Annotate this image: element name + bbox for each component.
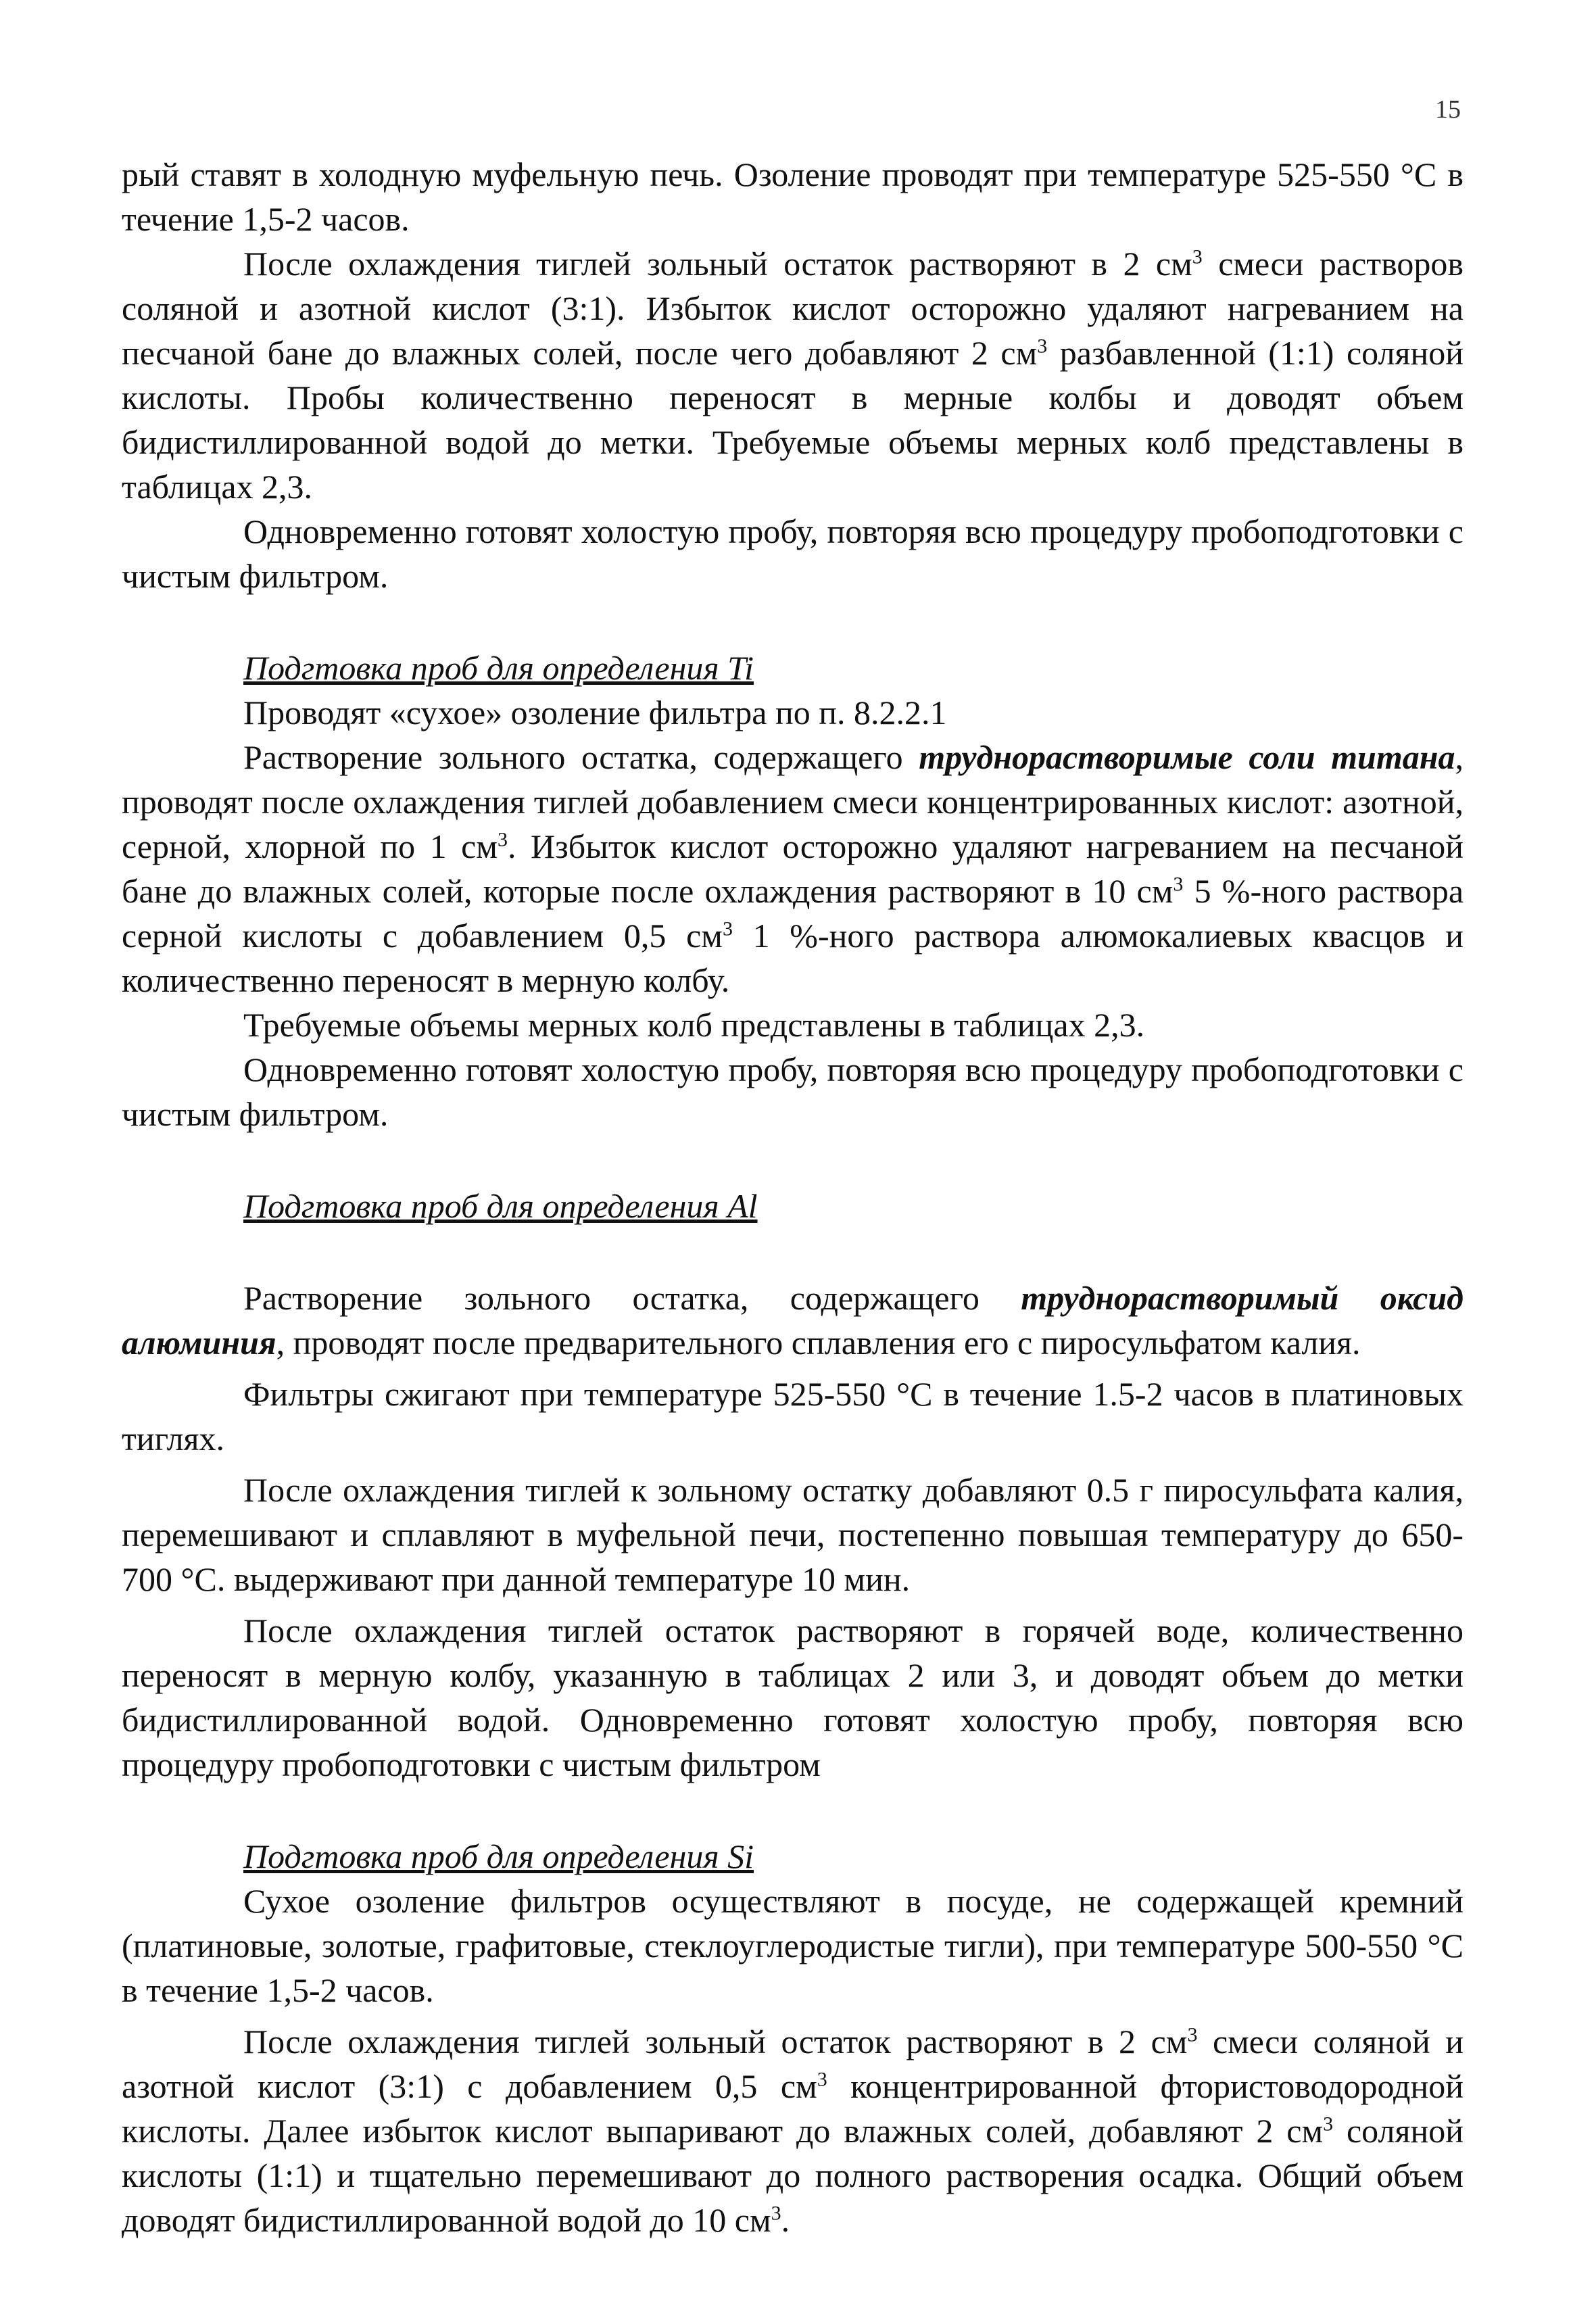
paragraph-ti-volumes: Требуемые объемы мерных колб представлены в таблицах 2,3. (243, 1006, 1145, 1044)
page-number: 15 (1435, 95, 1461, 124)
paragraph-blank-sample: Одновременно готовят холостую пробу, повторяя всю процедуру пробоподготовки с чистым фильтром. (122, 512, 1464, 595)
paragraph-si-dissolution: После охлаждения тиглей зольный остаток растворяют в 2 $см^3$ смеси соляной и азотной кислот (3:1) с добавлением 0,5 $см^3$ концентрированной фтористоводородной кислоты. Далее избыток кислот выпаривают до влажных солей, добавляют 2 $см^3$ соляной кислоты (1:1) и тщательно перемешивают до полного растворения осадка. Общий объем доводят бидистиллированной водой до 10 $см^3$. (122, 2023, 1464, 2239)
paragraph-ti-blank: Одновременно готовят холостую пробу, повторяя всю процедуру пробоподготовки с чистым фильтром. (122, 1051, 1464, 1133)
paragraph-ti-ashing: Проводят «сухое» озоление фильтра по п. 8.2.2.1 (243, 694, 947, 731)
paragraph-ti-dissolution: Растворение зольного остатка, содержащего труднорастворимые соли титана, проводят после охлаждения тиглей добавлением смеси концентрированных кислот: азотной, серной, хлорной по 1 $см^3$. Избыток кислот осторожно удаляют нагреванием на песчаной бане до влажных солей, которые после охлаждения растворяют в 10 $см^3$ 5 %-ного раствора серной кислоты с добавлением 0,5 $см^3$ 1 %-ного раствора алюмокалиевых квасцов и количественно переносят в мерную колбу. (122, 738, 1464, 999)
paragraph-al-transfer: После охлаждения тиглей остаток растворяют в горячей воде, количественно переносят в мерную колбу, указанную в таблицах 2 или 3, и доводят объем до метки бидистиллированной водой. Одновременно готовят холостую пробу, повторяя всю процедуру пробоподготовки с чистым фильтром (122, 1612, 1464, 1783)
paragraph-continuation: рый ставят в холодную муфельную печь. Озоление проводят при температуре 525-550 °С в течение 1,5-2 часов. (122, 155, 1464, 238)
paragraph-dissolution: После охлаждения тиглей зольный остаток растворяют в 2 $см^3$ смеси растворов соляной и азотной кислот (3:1). Избыток кислот осторожно удаляют нагреванием на песчаной бане до влажных солей, после чего добавляют 2 $см^3$ разбавленной (1:1) соляной кислоты. Пробы количественно переносят в мерные колбы и доводят объем бидистиллированной водой до метки. Требуемые объемы мерных колб представлены в таблицах 2,3. (122, 245, 1464, 506)
section-heading-si: Подгтовка проб для определения Si (243, 1837, 754, 1875)
paragraph-al-burning: Фильтры сжигают при температуре 525-550 °С в течение 1.5-2 часов в платиновых тиглях. (122, 1375, 1464, 1457)
section-heading-al: Подгтовка проб для определения Al (243, 1187, 758, 1225)
paragraph-al-fusion: После охлаждения тиглей к зольному остатку добавляют 0.5 г пиросульфата калия, перемешивают и сплавляют в муфельной печи, постепенно повышая температуру до 650-700 °С. выдерживают при данной температуре 10 мин. (122, 1471, 1464, 1598)
paragraph-si-ashing: Сухое озоление фильтров осуществляют в посуде, не содержащей кремний (платиновые, золотые, графитовые, стеклоуглеродистые тигли), при температуре 500-550 °С в течение 1,5-2 часов. (122, 1882, 1464, 2009)
section-heading-ti: Подгтовка проб для определения Ti (243, 649, 754, 687)
document-body (122, 152, 1464, 2242)
paragraph-al-dissolution: Растворение зольного остатка, содержащего труднорастворимый оксид алюминия, проводят после предварительного сплавления его с пиросульфатом калия. (122, 1279, 1464, 1361)
